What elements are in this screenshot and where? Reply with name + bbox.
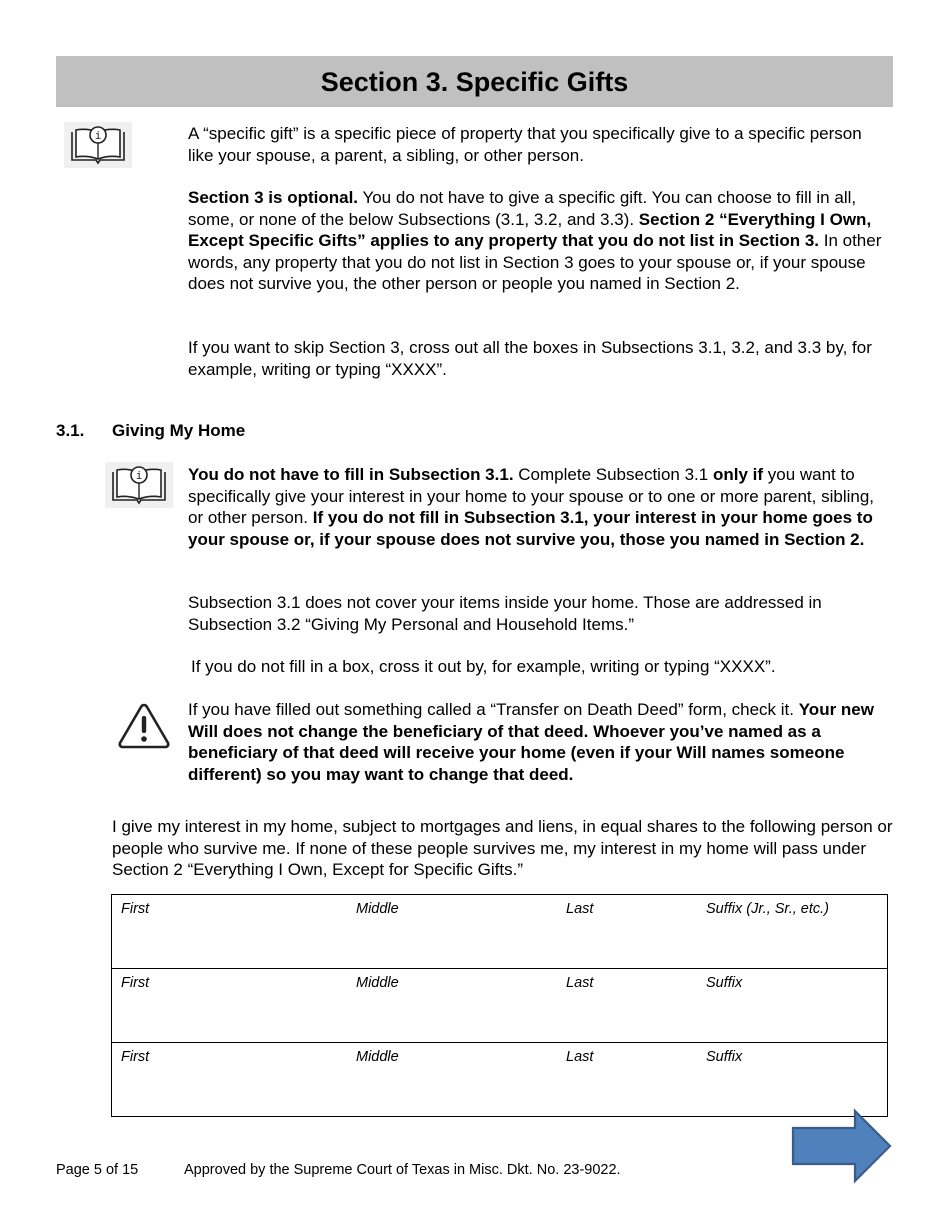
intro-paragraph-2 — [188, 187, 888, 295]
subsection-heading — [56, 420, 245, 442]
suffix-field[interactable]: Suffix (Jr., Sr., etc.) — [706, 895, 888, 969]
middle-name-field[interactable]: Middle — [356, 1043, 566, 1117]
warning-text-1: If you have filled out something called a “Transfer on Death Deed” form, check it. — [188, 700, 799, 719]
last-name-field[interactable]: Last — [566, 969, 706, 1043]
subsection-title: Giving My Home — [112, 421, 246, 440]
warning-triangle-icon — [117, 702, 171, 750]
home-info-text-1: Complete Subsection 3.1 — [513, 465, 713, 484]
last-name-field[interactable]: Last — [566, 895, 706, 969]
section-title: Section 3. Specific Gifts — [320, 66, 629, 97]
section-header — [56, 56, 893, 107]
first-name-field[interactable]: First — [112, 969, 357, 1043]
subsection-number: 3.1. — [56, 421, 85, 440]
gift-statement: I give my interest in my home, subject to mortgages and liens, in equal shares to the following person or people who survive me. If none of these people survives me, my interest in my home will pass under Section 2 “Everything I Own, Except for Specific Gifts.” — [112, 817, 893, 879]
first-name-field[interactable]: First — [112, 1043, 357, 1117]
page-number: Page 5 of 15 — [56, 1162, 139, 1178]
default-home-note: If you do not fill in Subsection 3.1, your interest in your home goes to your spouse or, if your spouse does not survive you, those you named in Section 2. — [188, 508, 873, 549]
page-footer — [56, 1161, 621, 1179]
table-row[interactable] — [112, 969, 888, 1043]
intro-p2-text-1: You do not have to give a specific gift. You can choose to fill in all, some, or none of the below Subsections (3.1, 3.2, and 3.3). — [188, 188, 857, 229]
section-2-note: Section 2 “Everything I Own, Except Specific Gifts” applies to any property that you do not list in Section 3. — [188, 209, 872, 250]
optional-subsection-note: You do not have to fill in Subsection 3.1. — [188, 465, 514, 484]
info-book-icon — [105, 462, 173, 508]
warning-text — [188, 699, 888, 785]
last-name-field[interactable]: Last — [566, 1043, 706, 1117]
table-row[interactable] — [112, 1043, 888, 1117]
home-info-paragraph-1 — [188, 464, 888, 550]
middle-name-field[interactable]: Middle — [356, 969, 566, 1043]
svg-text:i: i — [135, 469, 143, 482]
suffix-field[interactable]: Suffix — [706, 1043, 888, 1117]
intro-paragraph-1: A “specific gift” is a specific piece of property that you specifically give to a specific person like your spouse, a parent, a sibling, or other person. — [188, 124, 862, 165]
info-book-icon — [64, 122, 132, 168]
intro-p2-text-2: In other words, any property that you do not list in Section 3 goes to your spouse or, if your spouse does not survive you, the other person or people you named in Section 2. — [188, 231, 882, 293]
next-page-button[interactable] — [790, 1108, 894, 1190]
warning-emphasis: Your new Will does not change the beneficiary of that deed. Whoever you’ve named as a beneficiary of that deed will receive your home (even if your Will names someone different) so you may want to change that deed. — [188, 700, 874, 784]
only-if-emphasis: only if — [712, 465, 764, 484]
beneficiary-names-table — [111, 894, 888, 1117]
first-name-field[interactable]: First — [112, 895, 357, 969]
suffix-field[interactable]: Suffix — [706, 969, 888, 1043]
optional-note: Section 3 is optional. — [188, 188, 359, 207]
intro-paragraph-3: If you want to skip Section 3, cross out all the boxes in Subsections 3.1, 3.2, and 3.3 by, for example, writing or typing “XXXX”. — [188, 338, 872, 379]
svg-text:i: i — [94, 129, 102, 142]
middle-name-field[interactable]: Middle — [356, 895, 566, 969]
home-info-paragraph-3: If you do not fill in a box, cross it out by, for example, writing or typing “XXXX”. — [191, 657, 776, 676]
approval-note: Approved by the Supreme Court of Texas in Misc. Dkt. No. 23-9022. — [184, 1162, 621, 1178]
home-info-text-2: you want to specifically give your interest in your home to your spouse or to one or more parent, sibling, or other person. — [188, 465, 875, 527]
table-row[interactable] — [112, 895, 888, 969]
home-info-paragraph-2: Subsection 3.1 does not cover your items inside your home. Those are addressed in Subsection 3.2 “Giving My Personal and Household Items.” — [188, 593, 822, 634]
next-page-arrow-icon — [790, 1108, 894, 1184]
